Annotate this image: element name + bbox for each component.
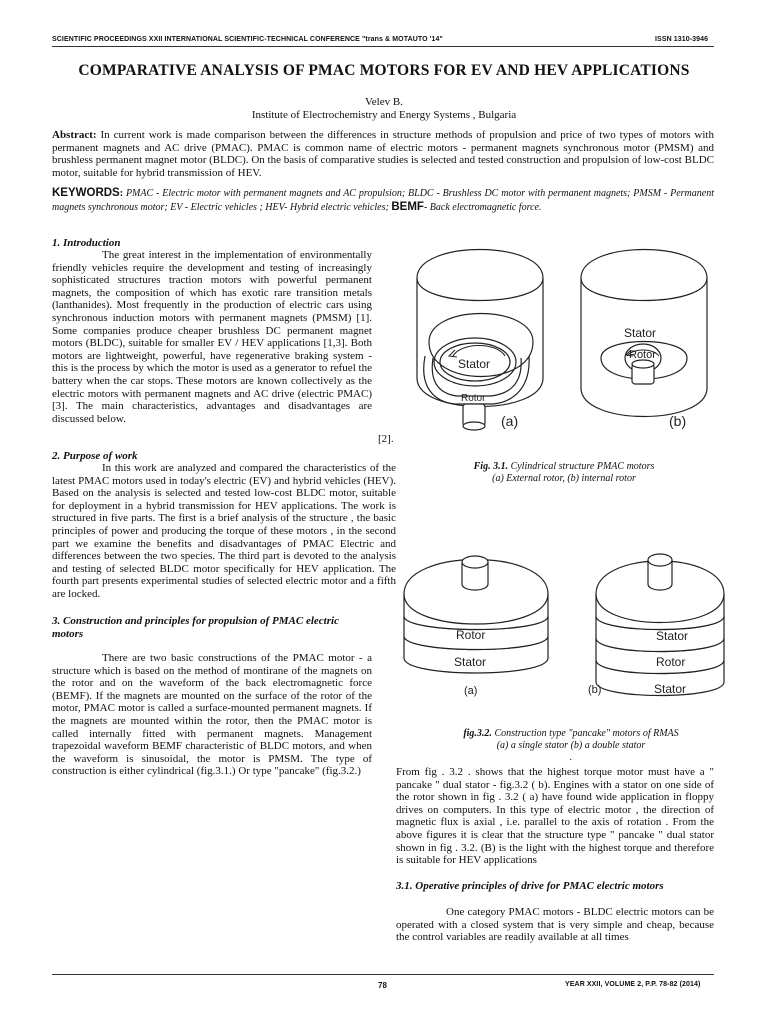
construction-body	[52, 652, 372, 778]
fig32-label-a: (a)	[464, 685, 478, 697]
fig32-caption	[412, 728, 730, 764]
fig32-label-b: (b)	[588, 684, 602, 696]
abstract-label: Abstract:	[52, 129, 97, 141]
fig32-caption-num: fig.3.2.	[463, 728, 492, 739]
keywords	[52, 187, 714, 214]
right-body	[396, 766, 714, 867]
intro-heading: 1. Introduction	[52, 237, 121, 249]
intro-paragraph: The great interest in the implementation of environmentally friendly vehicles require the development and testing of increasingly sophisticated structures traction motors with powerful permanent magnets, the composition of which has exotic rare transition metals (lanthanides). Most frequently in the production of electric cars using synchronous induction motors with permanent magnets (PMSM) [1]. Some companies produce cheaper brushless DC permanent magnet motors (BLDC), suitable for smaller EV / HEV applications [1,3]. Both motors are lightweight, powerful, have regenerative braking system - this is the process by which the motor is used as a generator to refuel the battery when the car stops. These motors are known collectively as the electric motors with permanent magnets and AC drive (electric PMAC) [3]. The main characteristics, advantages and disadvantages are discussed below.	[52, 249, 372, 425]
intro-body	[52, 249, 372, 425]
fig31-stator-b: Stator	[624, 326, 657, 340]
construction-heading: 3. Construction and principles for propulsion of PMAC electric motors	[52, 615, 339, 640]
volume-info: YEAR XXII, VOLUME 2, P.P. 78-82 (2014)	[565, 981, 701, 988]
fig32-caption-dot: .	[569, 752, 573, 763]
footer-rule	[52, 974, 714, 975]
author: Velev B.	[365, 96, 403, 108]
pancake-b	[596, 554, 724, 696]
issn: ISSN 1310-3946	[655, 36, 709, 43]
purpose-heading: 2. Purpose of work	[52, 450, 138, 462]
keyword-pmac: PMAC	[125, 188, 154, 199]
keywords-label: KEYWORDS	[52, 187, 120, 199]
fig31-label-a: (a)	[501, 413, 519, 429]
affiliation: Institute of Electrochemistry and Energy Systems , Bulgaria	[251, 109, 517, 121]
figure-3-2	[398, 540, 728, 700]
abstract	[52, 129, 714, 179]
ref-2: [2].	[378, 433, 394, 445]
fig32-caption-line1: Construction type "pancake" motors of RMAS	[491, 728, 679, 739]
fig31-rotor-b: Rotor	[629, 349, 656, 361]
paper-title: COMPARATIVE ANALYSIS OF PMAC MOTORS FOR EV AND HEV APPLICATIONS	[78, 62, 690, 79]
fig32-stator-b-top: Stator	[656, 629, 689, 643]
running-header: SCIENTIFIC PROCEEDINGS XXII INTERNATIONAL SCIENTIFIC-TECHNICAL CONFERENCE "trans & MOTAUTO '14"	[52, 36, 443, 43]
keywords-text-2: - Back electromagnetic force.	[423, 201, 542, 213]
fig32-caption-line2: (a) a single stator (b) a double stator	[496, 740, 646, 751]
fig31-rotor-a: Rotor	[461, 393, 486, 404]
abstract-text: In current work is made comparison between the differences in structure methods of propulsion and price of two types of motors with permanent magnets and AC drive (PMAC). PMAC is common name of electric motors - permanent magnets synchronous motor (PMSM) and brushless permanent magnet motor (BLDC). On the basis of comparative studies is selected and tested construction and propulsion of low-cost BLDC motor, suitable for hybrid transmission of HEV.	[52, 129, 714, 179]
fig31-caption-line1: Cylindrical structure PMAC motors	[508, 461, 655, 472]
header-rule	[52, 46, 714, 47]
fig31-caption	[405, 461, 723, 485]
keywords-colon: :	[119, 188, 126, 199]
keyword-bemf: BEMF	[391, 200, 424, 213]
fig32-rotor-b: Rotor	[656, 655, 686, 669]
purpose-body	[52, 462, 396, 601]
fig31-label-b: (b)	[669, 413, 687, 429]
operative-heading: 3.1. Operative principles of drive for PMAC electric motors	[396, 880, 664, 892]
fig32-stator-a: Stator	[454, 655, 487, 669]
fig31-caption-num: Fig. 3.1.	[473, 461, 509, 472]
figure-3-1	[405, 238, 723, 446]
operative-paragraph: One category PMAC motors - BLDC electric motors can be operated with a closed system that is very simple and cheap, because the control variables are readily available at all times	[396, 906, 714, 944]
right-paragraph: From fig . 3.2 . shows that the highest torque motor must have a " pancake " dual stator - fig.3.2 ( b). Engines with a stator on one side of the rotor shown in fig . 3.2 ( a) have found wide application in floppy drives on computers. In this type of electric motor , the direction of magnetic flux is axial , i.e. parallel to the axis of rotation . From the above figures it is clear that the structure type " pancake " dual stator shown in fig . 3.2. (B) is the light with the highest torque and therefore is suitable for HEV applications	[396, 766, 714, 867]
construction-paragraph: There are two basic constructions of the PMAC motor - a structure which is based on the method of montirane of the magnets on the rotor and on the waveform of the back electromagnetic force (BEMF). If the magnets are mounted on the surface of the rotor of the motor, PMAC motor is called a surface-mounted permanent magnets. If the magnets are mounted within the rotor, then the PMAC motor is called internally fitted with permanent magnets. Management trapezoidal waveform BEMF characteristic of BLDC motors, and when the waveform is sinusoidal, the motor is PMSM. The type of construction is either cylindrical (fig.3.1.) Or type "pancake" (fig.3.2.)	[52, 652, 372, 778]
fig32-rotor-a: Rotor	[456, 628, 486, 642]
keywords-text-1: - Electric motor with permanent magnets and AC propulsion; BLDC - Brushless DC motor with permanent magnets; PMSM - Permanent magnets synchronous motor; EV - Electric vehicles ; HEV- Hybrid electric vehicles;	[52, 188, 714, 213]
fig31-stator-a: Stator	[458, 357, 491, 371]
fig32-stator-b-bottom: Stator	[654, 682, 687, 696]
page-number: 78	[378, 981, 388, 990]
fig31-caption-line2: (a) External rotor, (b) internal rotor	[492, 473, 636, 484]
purpose-paragraph: In this work are analyzed and compared the characteristics of the latest PMAC motors used in today's electric (EV) and hybrid vehicles (HEV). Based on the analysis is selected and tested low-cost BLDC motor, suitable for deployment in a hybrid transmission for HEV applications. The work is structured in five parts. The first is a brief analysis of the structure , the basic principles of power and producing the torque of these motors , in the second part we examine the benefits and disadvantages of PMAC Electric and differences between the two species. The third part is devoted to the analysis and testing of selected BLDC motor specifically for HEV application. The fourth part presents experimental studies of selected electric motor and a fifth are locked.	[52, 462, 396, 600]
operative-body	[396, 906, 714, 944]
